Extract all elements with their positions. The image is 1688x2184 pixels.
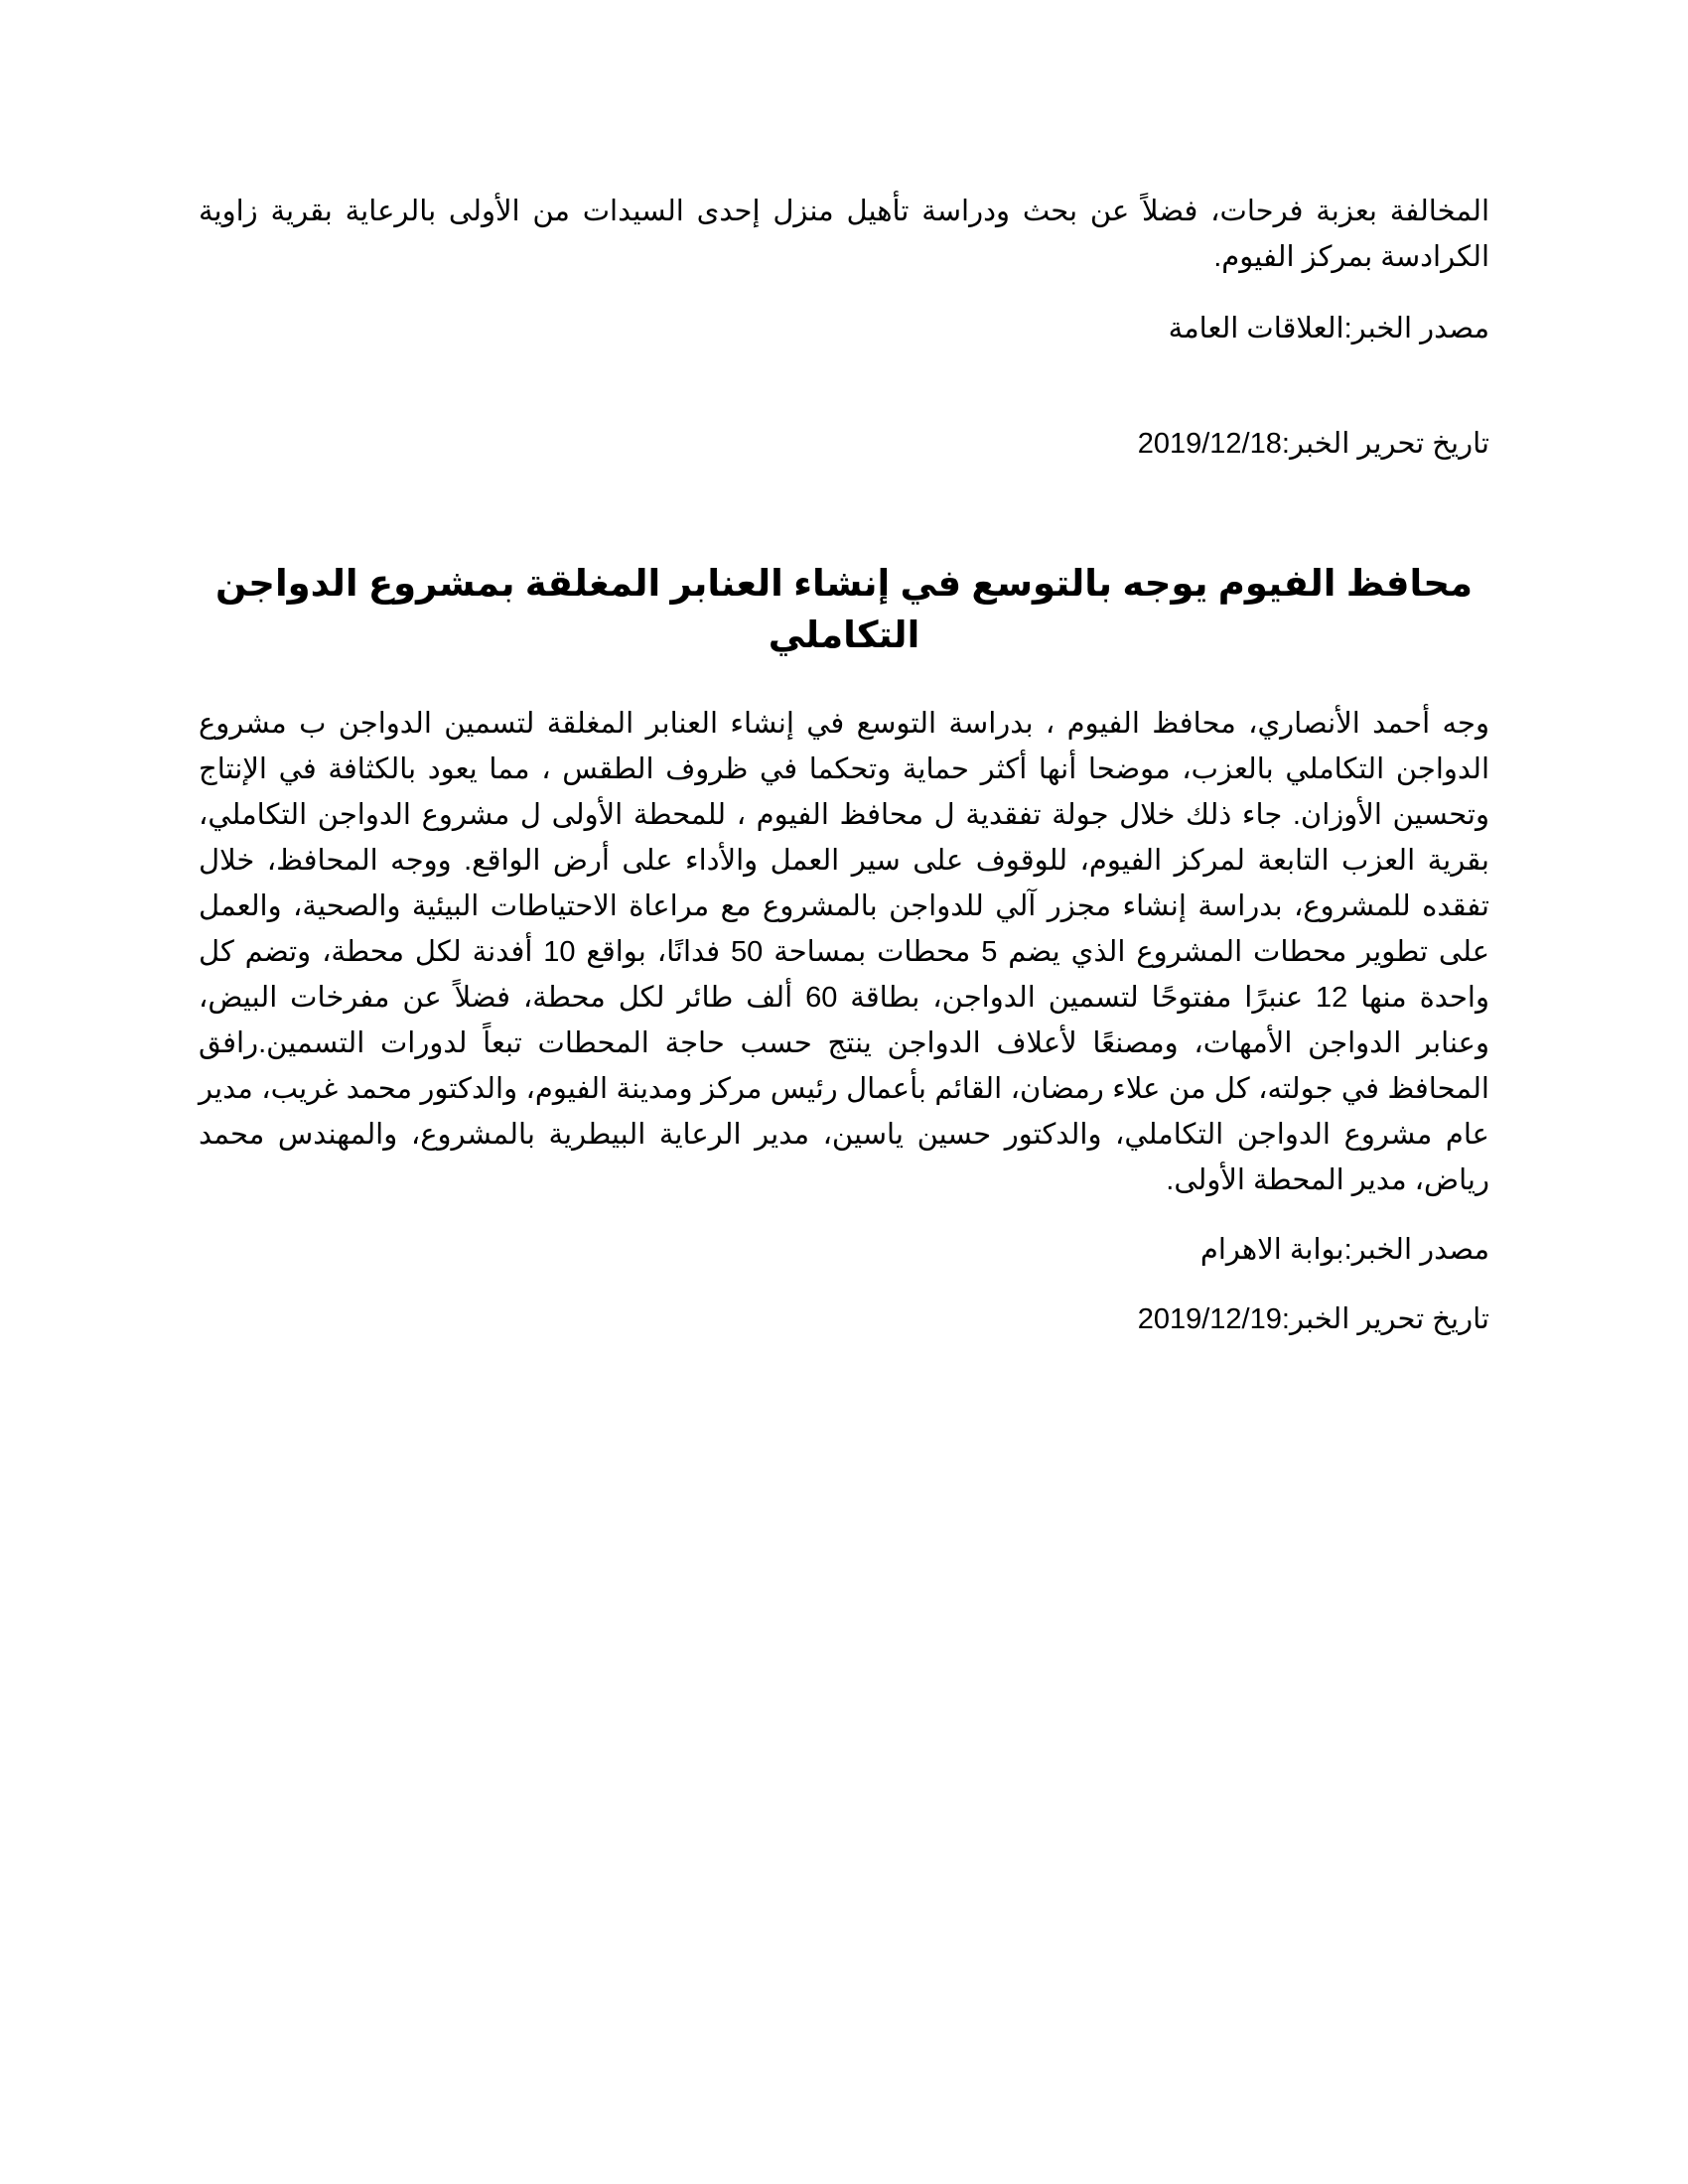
article1-source-value: العلاقات العامة [1168,313,1344,344]
document-page [199,189,1489,1342]
article1-date-label: تاريخ تحرير الخبر: [1281,428,1489,460]
article2-paragraph: وجه أحمد الأنصاري، محافظ الفيوم ، بدراسة التوسع في إنشاء العنابر المغلقة لتسمين الدواجن ب مشروع الدواجن التكاملي بالعزب، موضحا أنها أكثر حماية وتحكما في ظروف الطقس ، مما يعود بالكثافة في الإنتاج وتحسين الأوزان. جاء ذلك خلال جولة تفقدية ل محافظ الفيوم ، للمحطة الأولى ل مشروع الدواجن التكاملي، بقرية العزب التابعة لمركز الفيوم، للوقوف على سير العمل والأداء على أرض الواقع. ووجه المحافظ، خلال تفقده للمشروع، بدراسة إنشاء مجزر آلي للدواجن بالمشروع مع مراعاة الاحتياطات البيئية والصحية، والعمل على تطوير محطات المشروع الذي يضم 5 محطات بمساحة 50 فدانًا، بواقع 10 أفدنة لكل محطة، وتضم كل واحدة منها 12 عنبرًا مفتوحًا لتسمين الدواجن، بطاقة 60 ألف طائر لكل محطة، فضلاً عن مفرخات البيض، وعنابر الدواجن الأمهات، ومصنعًا لأعلاف الدواجن ينتج حسب حاجة المحطات تبعاً لدورات التسمين.رافق المحافظ في جولته، كل من علاء رمضان، القائم بأعمال رئيس مركز ومدينة الفيوم، والدكتور محمد غريب، مدير عام مشروع الدواجن التكاملي، والدكتور حسين ياسين، مدير الرعاية البيطرية بالمشروع، والمهندس محمد رياض، مدير المحطة الأولى. [199,708,1490,1196]
article2-date-label: تاريخ تحرير الخبر: [1281,1303,1489,1335]
article1-source [199,306,1489,351]
article2-source-value: بوابة الاهرام [1199,1234,1344,1266]
article2-date-value: 2019/12/19 [1137,1303,1282,1335]
article1-date [199,421,1489,467]
article2-date [199,1297,1489,1342]
article2-source-label: مصدر الخبر: [1343,1234,1489,1266]
article2-title: محافظ الفيوم يوجه بالتوسع في إنشاء العنابر المغلقة بمشروع الدواجن التكاملي [214,563,1474,655]
article2-source [199,1227,1489,1273]
article1-source-label: مصدر الخبر: [1343,313,1489,344]
article1-paragraph: المخالفة بعزبة فرحات، فضلاً عن بحث ودراسة تأهيل منزل إحدى السيدات من الأولى بالرعاية بقرية زاوية الكرادسة بمركز الفيوم. [199,196,1489,273]
article1-date-value: 2019/12/18 [1137,428,1282,460]
